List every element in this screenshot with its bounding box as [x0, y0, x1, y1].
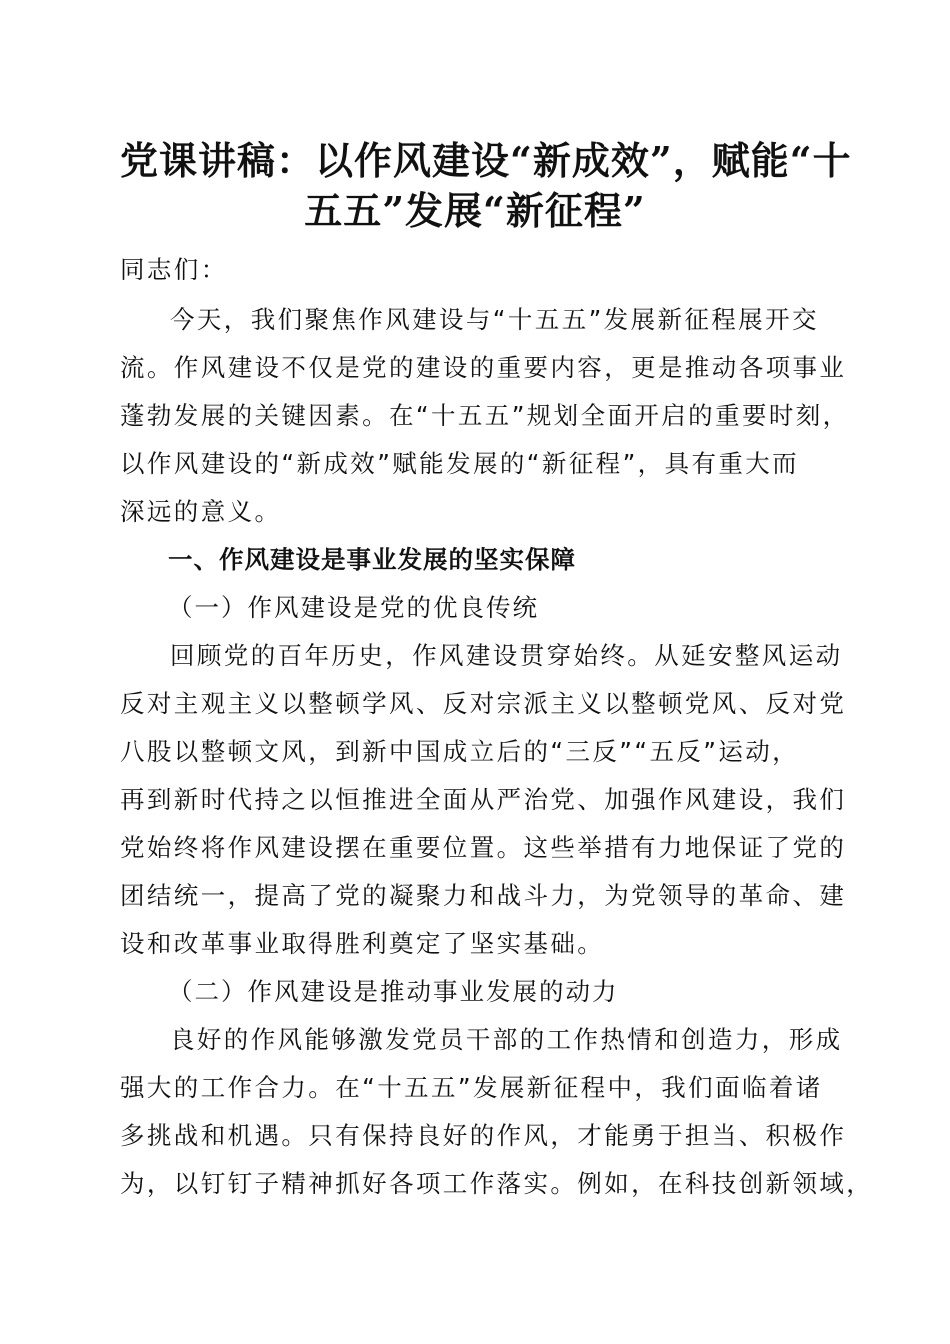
document-title-line-1: 党课讲稿：以作风建设“新成效”，赋能“十: [120, 138, 852, 183]
section-1-heading: 一、作风建设是事业发展的坚实保障: [168, 545, 576, 574]
document-title-line-2: 五五”发展“新征程”: [304, 188, 646, 233]
subsection-1-line-1: 回顾党的百年历史，作风建设贯穿始终。从延安整风运动: [170, 641, 843, 670]
subsection-2-line-1: 良好的作风能够激发党员干部的工作热情和创造力，形成: [170, 1025, 843, 1054]
subsection-1-line-6: 团结统一，提高了党的凝聚力和战斗力，为党领导的革命、建: [120, 881, 847, 910]
subsection-1-line-4: 再到新时代持之以恒推进全面从严治党、加强作风建设，我们: [120, 785, 847, 814]
subsection-1-line-2: 反对主观主义以整顿学风、反对宗派主义以整顿党风、反对党: [120, 689, 847, 718]
salutation: 同志们：: [120, 255, 228, 284]
intro-line-4: 以作风建设的“新成效”赋能发展的“新征程”，具有重大而: [120, 449, 800, 478]
subsection-2-line-3: 多挑战和机遇。只有保持良好的作风，才能勇于担当、积极作: [120, 1121, 847, 1150]
subsection-1-line-7: 设和改革事业取得胜利奠定了坚实基础。: [120, 929, 605, 958]
subsection-2-heading: （二）作风建设是推动事业发展的动力: [168, 977, 619, 1006]
subsection-2-line-2: 强大的工作合力。在“十五五”发展新征程中，我们面临着诸: [120, 1073, 823, 1102]
subsection-2-line-4: 为，以钉钉子精神抓好各项工作落实。例如，在科技创新领域，: [120, 1169, 874, 1198]
intro-line-2: 流。作风建设不仅是党的建设的重要内容，更是推动各项事业: [120, 353, 847, 382]
subsection-1-line-5: 党始终将作风建设摆在重要位置。这些举措有力地保证了党的: [120, 833, 847, 862]
intro-line-3: 蓬勃发展的关键因素。在“十五五”规划全面开启的重要时刻，: [120, 401, 850, 430]
intro-line-5: 深远的意义。: [120, 497, 282, 526]
subsection-1-line-3: 八股以整顿文风，到新中国成立后的“三反”“五反”运动，: [120, 737, 800, 766]
intro-line-1: 今天，我们聚焦作风建设与“十五五”发展新征程展开交: [170, 305, 819, 334]
subsection-1-heading: （一）作风建设是党的优良传统: [168, 593, 539, 622]
